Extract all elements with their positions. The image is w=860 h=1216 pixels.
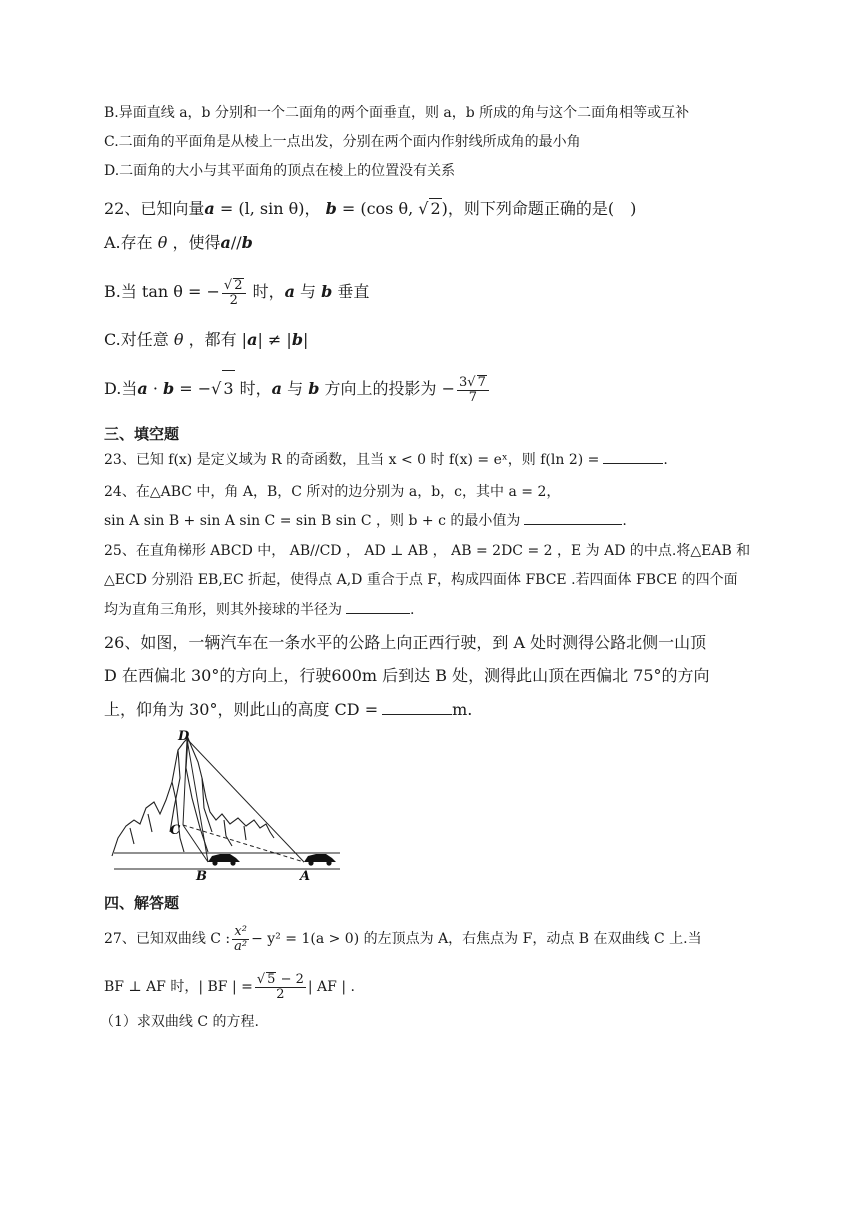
option-a-mid: ，使得 xyxy=(167,233,221,252)
vector-a: a xyxy=(204,199,215,218)
option-b-line: B.异面直线 a，b 分别和一个二面角的两个面垂直，则 a，b 所成的角与这个二面角相等或互补 xyxy=(104,105,690,121)
q22-stem: 22、已知向量a = (l, sin θ)， b = (cos θ, √ 2)，则下列命题正确的是( ) xyxy=(104,199,637,218)
q25-line-1: 25、在直角梯形 ABCD 中， AB//CD ， AD ⊥ AB ， AB = 2DC = 2 ，E 为 AD 的中点.将△EAB 和 xyxy=(104,543,751,559)
q23-text: 23、已知 f(x) 是定义域为 R 的奇函数，且当 x < 0 时 f(x) = eˣ，则 f(ln 2) = xyxy=(104,452,600,468)
q22-option-d: D.当a · b = −√ 3 时，a 与 b 方向上的投影为 − $\frac{3√ 7}{7}$ xyxy=(104,370,491,407)
q22-option-a xyxy=(104,233,253,253)
numerator: x² xyxy=(234,923,247,939)
projection-text: 方向上的投影为 − xyxy=(319,379,455,398)
denominator: 2 xyxy=(276,987,285,1002)
unit-meter: m. xyxy=(452,700,473,719)
vector-a-value: = (l, sin θ) xyxy=(214,199,305,218)
q24-text: sin A sin B + sin A sin C = sin B sin C ，则 b + c 的最小值为 xyxy=(104,513,521,529)
separator: ， xyxy=(304,199,321,218)
label-A: A xyxy=(300,869,311,882)
word-with: 与 xyxy=(294,282,322,301)
option-c-prefix: C.对任意 xyxy=(104,330,174,349)
vector-a: a xyxy=(284,282,295,301)
answer-blank xyxy=(346,599,410,614)
q26-line-3 xyxy=(104,700,472,720)
vector-b: b xyxy=(325,199,337,218)
numerator-coef: 3 xyxy=(459,374,468,390)
option-d-prefix: D.当 xyxy=(104,379,138,398)
vector-a: a xyxy=(220,233,231,252)
vector-b: b xyxy=(163,379,175,398)
q22-number: 22、 xyxy=(104,199,141,218)
q24-line-1: 24、在△ABC 中，角 A，B，C 所对的边分别为 a，b，c，其中 a = 2， xyxy=(104,484,561,500)
word-with: 与 xyxy=(282,379,309,398)
option-b-mid: 时， xyxy=(247,282,285,301)
label-B: B xyxy=(196,869,207,882)
q27-text: 27、已知双曲线 C : xyxy=(104,931,231,947)
option-b-prefix: B.当 tan θ = − xyxy=(104,282,220,301)
vector-a: a xyxy=(247,330,258,349)
q26-line-2: D 在西偏北 30°的方向上，行驶600m 后到达 B 处，测得此山顶在西偏北 75°的方向 xyxy=(104,666,710,685)
option-c-mid: ，都有 | xyxy=(183,330,248,349)
fraction-sqrt2-over-2: $\frac{√ 2}{2}$ xyxy=(222,278,246,307)
answer-blank xyxy=(524,510,622,525)
vector-b-value: = (cos θ, xyxy=(336,199,419,218)
equals-minus: = − xyxy=(174,379,212,398)
denominator: 7 xyxy=(468,389,478,405)
q25-line-2: △ECD 分别沿 EB,EC 折起，使得点 A,D 重合于点 F，构成四面体 FBCE .若四面体 FBCE 的四个面 xyxy=(104,572,738,588)
answer-blank xyxy=(382,700,452,715)
q24-line-2: sin A sin B + sin A sin C = sin B sin C ，则 b + c 的最小值为 . xyxy=(104,510,627,531)
option-d-mid: 时， xyxy=(234,379,272,398)
close-paren: ) xyxy=(441,199,448,218)
parallel-sign: // xyxy=(230,233,242,252)
option-d-line: D.二面角的大小与其平面角的顶点在棱上的位置没有关系 xyxy=(104,163,456,179)
q27-condition-end: | AF | . xyxy=(307,979,355,995)
q27-subquestion-1: （1）求双曲线 C 的方程. xyxy=(100,1014,259,1030)
q26-text: 上，仰角为 30°，则此山的高度 CD = xyxy=(104,700,379,719)
q22-option-c xyxy=(104,330,308,350)
q26-line-1: 26、如图，一辆汽车在一条水平的公路上向正西行驶，到 A 处时测得公路北侧一山顶 xyxy=(104,633,707,652)
sqrt-3: 3 xyxy=(222,370,234,407)
sqrt-2: 2 xyxy=(430,199,441,218)
fraction-3sqrt7-over-7: $\frac{3√ 7}{7}$ xyxy=(457,375,489,404)
numerator-rest: − 2 xyxy=(276,972,304,988)
q22-stem-end: ，则下列命题正确的是( ) xyxy=(447,199,637,218)
fraction-x2-over-a2 xyxy=(232,925,249,953)
theta: θ xyxy=(157,233,168,252)
vector-b: b xyxy=(291,330,303,349)
q27-line-1 xyxy=(104,922,702,956)
numerator-sqrt: 7 xyxy=(477,374,486,390)
section-heading-fill-in: 三、填空题 xyxy=(104,425,180,443)
q23-line: 23、已知 f(x) 是定义域为 R 的奇函数，且当 x < 0 时 f(x) = eˣ，则 f(ln 2) = . xyxy=(104,449,668,470)
theta: θ xyxy=(173,330,184,349)
vector-b: b xyxy=(321,282,333,301)
answer-blank xyxy=(603,449,663,464)
denominator: 2 xyxy=(229,292,238,308)
mountain-road-figure xyxy=(108,728,344,882)
q27-text-cont: − y² = 1(a > 0) 的左顶点为 A，右焦点为 F，动点 B 在双曲线 C 上.当 xyxy=(251,931,702,947)
q25-line-3: 均为直角三角形，则其外接球的半径为 . xyxy=(104,599,414,620)
not-equal: | ≠ | xyxy=(257,330,292,349)
q27-condition: BF ⊥ AF 时，| BF | = xyxy=(104,979,253,995)
numerator: 2 xyxy=(234,277,243,293)
fraction-sqrt5-minus-2-over-2: $\frac{√ 5 - 2}{2}$ xyxy=(256,972,304,1002)
vector-a: a xyxy=(137,379,148,398)
dot-operator: · xyxy=(147,379,163,398)
vector-b: b xyxy=(241,233,253,252)
option-b-end: 垂直 xyxy=(332,282,370,301)
label-D: D xyxy=(178,729,190,744)
q22-stem-text: 已知向量 xyxy=(140,199,205,218)
q27-line-2 xyxy=(104,970,355,1004)
denominator: a² xyxy=(234,938,248,954)
option-a-prefix: A.存在 xyxy=(104,233,158,252)
q22-option-b xyxy=(104,275,369,309)
numerator-sqrt: 5 xyxy=(267,972,276,988)
label-C: C xyxy=(170,823,181,838)
vector-a: a xyxy=(271,379,283,398)
q25-text: 均为直角三角形，则其外接球的半径为 xyxy=(104,602,342,618)
section-heading-solutions: 四、解答题 xyxy=(104,894,180,912)
option-c-line: C.二面角的平面角是从棱上一点出发，分别在两个面内作射线所成角的最小角 xyxy=(104,134,581,150)
vector-b: b xyxy=(308,379,320,398)
abs-close: | xyxy=(303,330,309,349)
